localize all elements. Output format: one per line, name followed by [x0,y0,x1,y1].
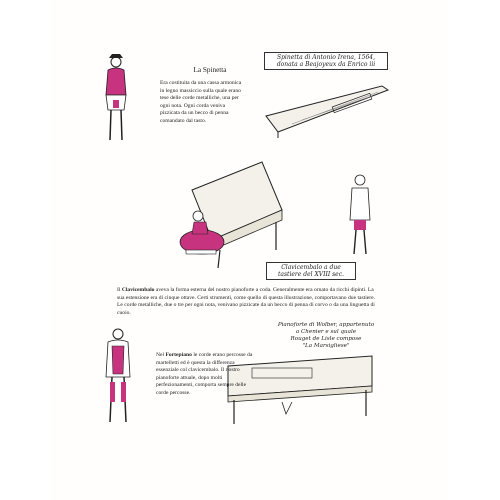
renaissance-man-illustration [96,50,136,150]
fortepiano-prefix: Nel [156,352,165,358]
clavicembalo-bold: Clavicembalo [121,287,155,293]
spinetta-plaque-line1: Spinetta di Antonio Irena, 1564, [276,54,375,61]
spinetta-plaque-line2: donata a Beajoyeux da Enrico iii [276,61,376,68]
spinetta-text: Era costituita da una cassa armonica in legno massiccio sulla quale erano tese delle corde metalliche, una per ogni nota. Ogni corda veniva pizzicata da un becco di penna comandato dal tasto. [160,80,242,124]
harpsichord-scene-illustration [172,150,392,270]
clavicembalo-paragraph [117,287,379,317]
fortepiano-paragraph [156,352,256,397]
clavicembalo-plaque [266,262,356,280]
pianoforte-note-line2: Rouget de Lisle compose [290,336,362,342]
clavicembalo-plaque-line2: tastiere del XVIII sec. [277,271,344,278]
pianoforte-note-line1: Pianoforte di Wolber, appartenuto a Chenier e sul quale [277,322,375,335]
clavicembalo-plaque-line1: Clavicembalo a due [281,264,341,271]
spinet-illustration [262,76,392,138]
pianoforte-note-line3: "La Marsigliese" [302,343,350,349]
spinetta-plaque [264,52,388,70]
pianoforte-note [276,322,376,350]
spinetta-title: La Spinetta [193,66,227,74]
eighteenth-century-man-illustration [98,322,138,432]
fortepiano-bold: Fortepiano [165,352,192,358]
clavicembalo-prefix: Il [117,287,121,293]
clavicembalo-rest: aveva la forma esterna del nostro pianoforte a coda. Generalmente era ornato da ricchi dipinti. La sua estensione era di cinque ottave. Certi strumenti, come quello di questa illustrazione, comportavano due tastiere. Le corde metalliche, due o tre per ogni nota, venivano pizzicate da un becco di penna di corvo o da una linguetta di cuoio. [117,287,376,316]
fortepiano-rest: le corde erano percosse da martelletti ed è questa la differenza essenziale col clavicembalo. Il nostro pianoforte attuale, dopo molti perfezionamenti, comporta sempre delle corde percosse. [156,352,253,396]
